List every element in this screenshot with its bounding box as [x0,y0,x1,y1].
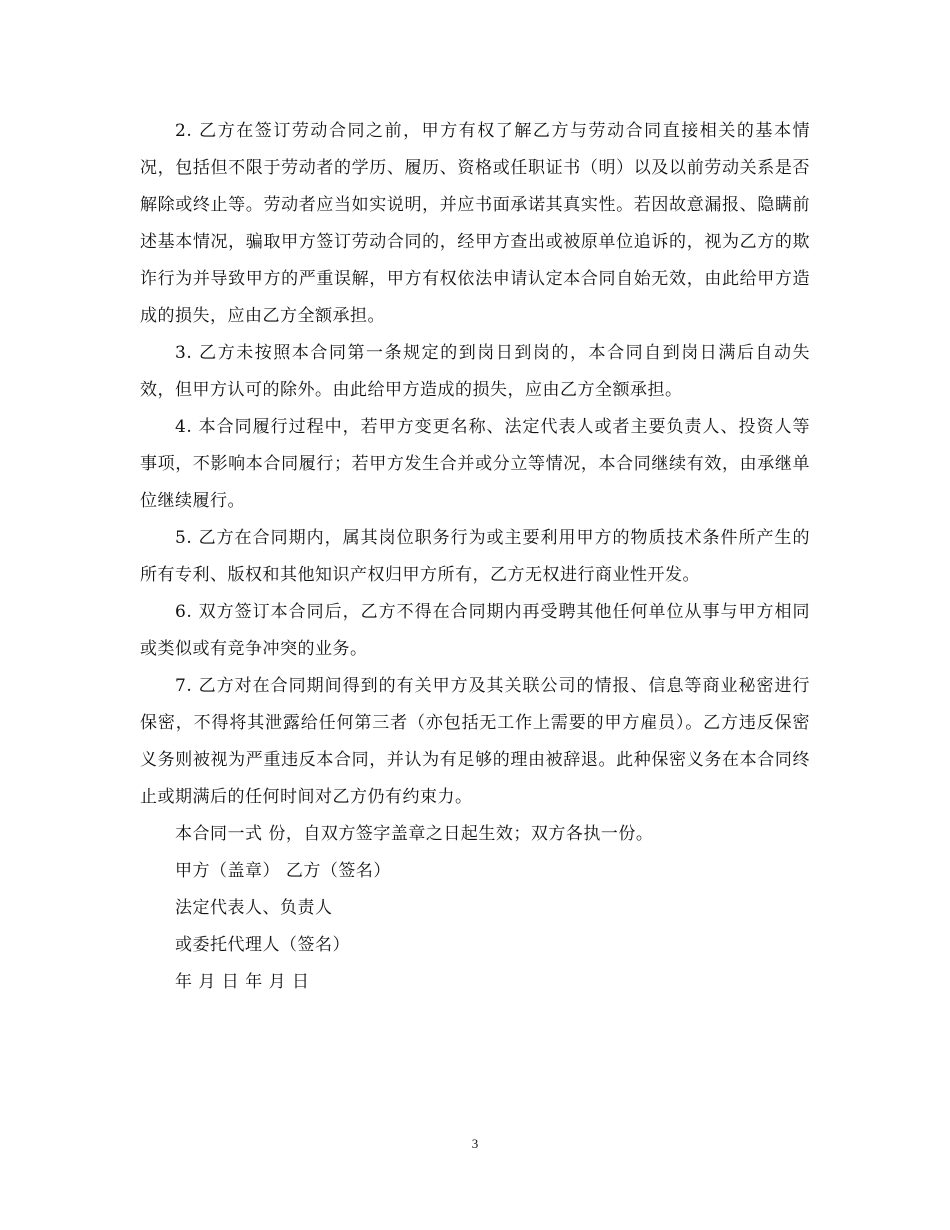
signature-agent-line: 或委托代理人（签名） [175,935,350,955]
clause-5: 5. 乙方在合同期内，属其岗位职务行为或主要利用甲方的物质技术条件所产生的所有专利、版权和其他知识产权归甲方所有，乙方无权进行商业性开发。 [140,528,810,585]
clause-3: 3. 乙方未按照本合同第一条规定的到岗日到岗的，本合同自到岗日满后自动失效，但甲方认可的除外。由此给甲方造成的损失，应由乙方全额承担。 [140,343,810,400]
page-number: 3 [471,1136,479,1151]
signature-representative-line: 法定代表人、负责人 [175,898,333,918]
clause-2: 2. 乙方在签订劳动合同之前，甲方有权了解乙方与劳动合同直接相关的基本情况，包括但不限于劳动者的学历、履历、资格或任职证书（明）以及以前劳动关系是否解除或终止等。劳动者应当如实说明，并应书面承诺其真实性。若因故意漏报、隐瞒前述基本情况，骗取甲方签订劳动合同的，经甲方查出或被原单位追诉的，视为乙方的欺诈行为并导致甲方的严重误解，甲方有权依法申请认定本合同自始无效，由此给甲方造成的损失，应由乙方全额承担。 [140,121,810,326]
clause-4: 4. 本合同履行过程中，若甲方变更名称、法定代表人或者主要负责人、投资人等事项，不影响本合同履行；若甲方发生合并或分立等情况，本合同继续有效，由承继单位继续履行。 [140,417,810,511]
clause-6: 6. 双方签订本合同后，乙方不得在合同期内再受聘其他任何单位从事与甲方相同或类似或有竞争冲突的业务。 [140,602,810,659]
closing-statement: 本合同一式 份，自双方签字盖章之日起生效；双方各执一份。 [175,824,654,844]
signature-date-line: 年 月 日 年 月 日 [175,972,310,992]
clause-7: 7. 乙方对在合同期间得到的有关甲方及其关联公司的情报、信息等商业秘密进行保密，不得将其泄露给任何第三者（亦包括无工作上需要的甲方雇员）。乙方违反保密义务则被视为严重违反本合同，并认为有足够的理由被辞退。此种保密义务在本合同终止或期满后的任何时间对乙方仍有约束力。 [140,676,810,807]
document-body [140,113,810,1001]
signature-parties-line: 甲方（盖章） 乙方（签名） [175,861,391,881]
